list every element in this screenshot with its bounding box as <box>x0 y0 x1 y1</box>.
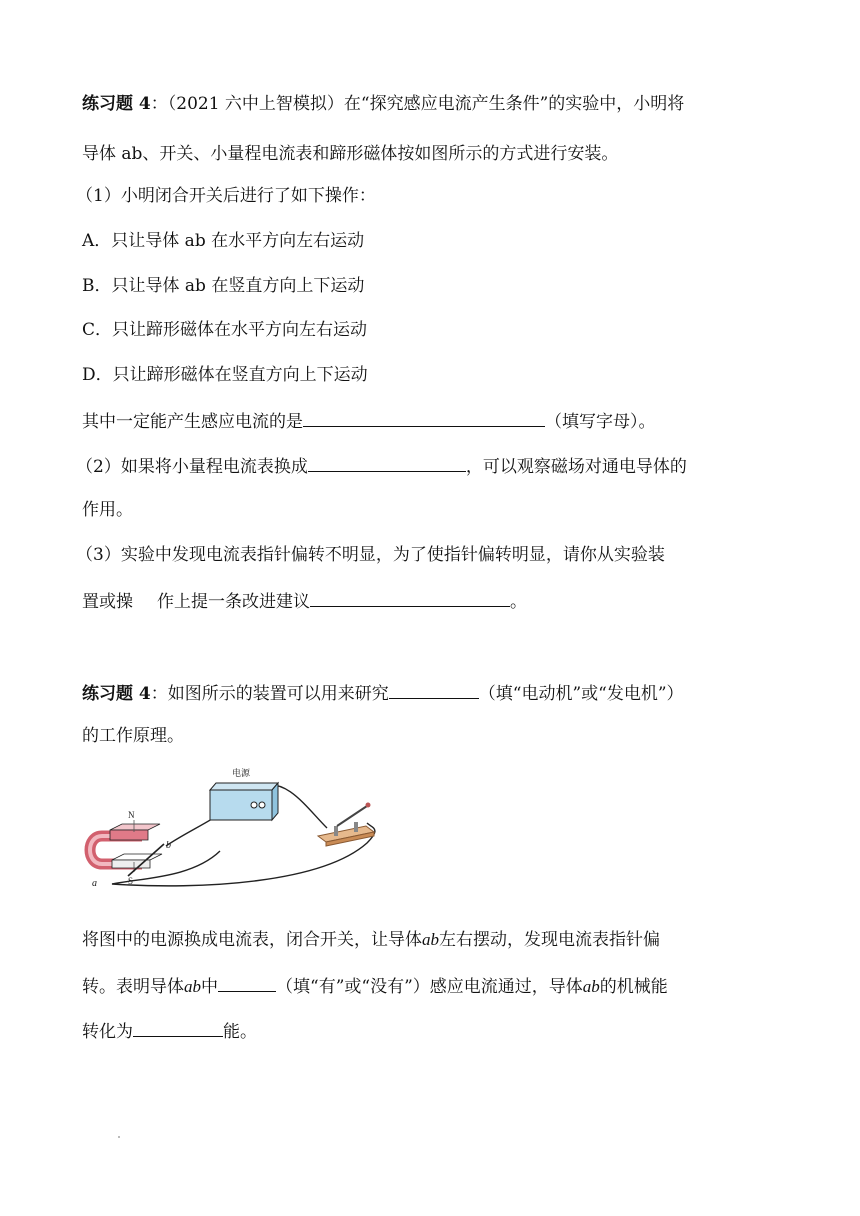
q1-sub2 <box>76 453 687 479</box>
experiment-figure <box>82 768 392 893</box>
q2-line1 <box>82 680 684 706</box>
sub1-question-end: （填写字母）。 <box>545 412 656 432</box>
q2-p2-text-a: 转。表明导体 <box>82 977 184 997</box>
q1-sub1-question <box>82 408 656 434</box>
sub1-question-text: 其中一定能产生感应电流的是 <box>82 412 303 432</box>
sub2-text-end: ，可以观察磁场对通电导体的 <box>465 457 687 477</box>
answer-blank-3[interactable] <box>310 588 510 607</box>
answer-blank-2[interactable] <box>308 453 466 472</box>
q1-sub2-line2: 作用。 <box>82 500 133 520</box>
q2-line1-text: ：如图所示的装置可以用来研究 <box>150 684 389 704</box>
q2-p2-text-d: 的机械能 <box>599 977 668 997</box>
page-mark <box>118 1136 120 1138</box>
answer-blank-4[interactable] <box>389 680 479 699</box>
s-pole-label: S <box>128 876 134 886</box>
q1-sub3-line1: （3）实验中发现电流表指针偏转不明显，为了使指针偏转明显，请你从实验装 <box>76 545 665 565</box>
q1-sub3-line2 <box>82 588 527 614</box>
sub3-text-b: 作上提一条改进建议 <box>157 592 310 612</box>
q2-p2-text-c: （填“有”或“没有”）感应电流通过，导体 <box>276 977 583 997</box>
q1-line1 <box>82 92 684 116</box>
q1-sub1: （1）小明闭合开关后进行了如下操作： <box>76 186 376 206</box>
answer-blank-5[interactable] <box>218 973 276 992</box>
horseshoe-magnet <box>90 824 162 868</box>
a-label: a <box>92 878 97 889</box>
ab-italic-2: ab <box>184 977 201 996</box>
q1-line2: 导体 ab、开关、小量程电流表和蹄形磁体按如图所示的方式进行安装。 <box>82 144 619 164</box>
q2-label: 练习题 4 <box>82 684 151 704</box>
q2-line1-end: （填“电动机”或“发电机”） <box>478 684 684 704</box>
answer-blank-6[interactable] <box>133 1018 223 1037</box>
ab-italic-1: ab <box>422 930 439 949</box>
ab-italic-3: ab <box>582 977 600 996</box>
b-label: b <box>166 840 171 851</box>
n-pole-label: N <box>128 810 135 820</box>
option-a: A．只让导体 ab 在水平方向左右运动 <box>82 231 365 251</box>
switch <box>318 803 374 847</box>
power-label: 电源 <box>232 769 251 779</box>
q2-p3-text-b: 能。 <box>223 1022 257 1042</box>
option-d: D．只让蹄形磁体在竖直方向上下运动 <box>82 365 368 385</box>
q1-line1-text: ：（2021 六中上智模拟）在“探究感应电流产生条件”的实验中，小明将 <box>150 94 685 114</box>
q2-p3-text-a: 转化为 <box>82 1022 133 1042</box>
sub2-text: （2）如果将小量程电流表换成 <box>76 457 308 477</box>
q2-line2: 的工作原理。 <box>82 726 184 746</box>
answer-blank-1[interactable] <box>303 408 545 427</box>
q2-p2-text-b: 中 <box>201 977 218 997</box>
q2-para-line1 <box>82 928 660 952</box>
option-c: C．只让蹄形磁体在水平方向左右运动 <box>82 320 368 340</box>
q2-para-line3 <box>82 1018 257 1044</box>
sub3-text-a: 置或操 <box>82 592 133 612</box>
q1-label: 练习题 4 <box>82 94 151 114</box>
q2-p1-text: 将图中的电源换成电流表，闭合开关，让导体 <box>82 930 422 950</box>
sub3-end: 。 <box>510 592 527 612</box>
power-supply <box>210 783 278 820</box>
option-b: B．只让导体 ab 在竖直方向上下运动 <box>82 276 365 296</box>
q2-p1-end: 左右摆动，发现电流表指针偏 <box>439 930 660 950</box>
q2-para-line2 <box>82 973 668 999</box>
